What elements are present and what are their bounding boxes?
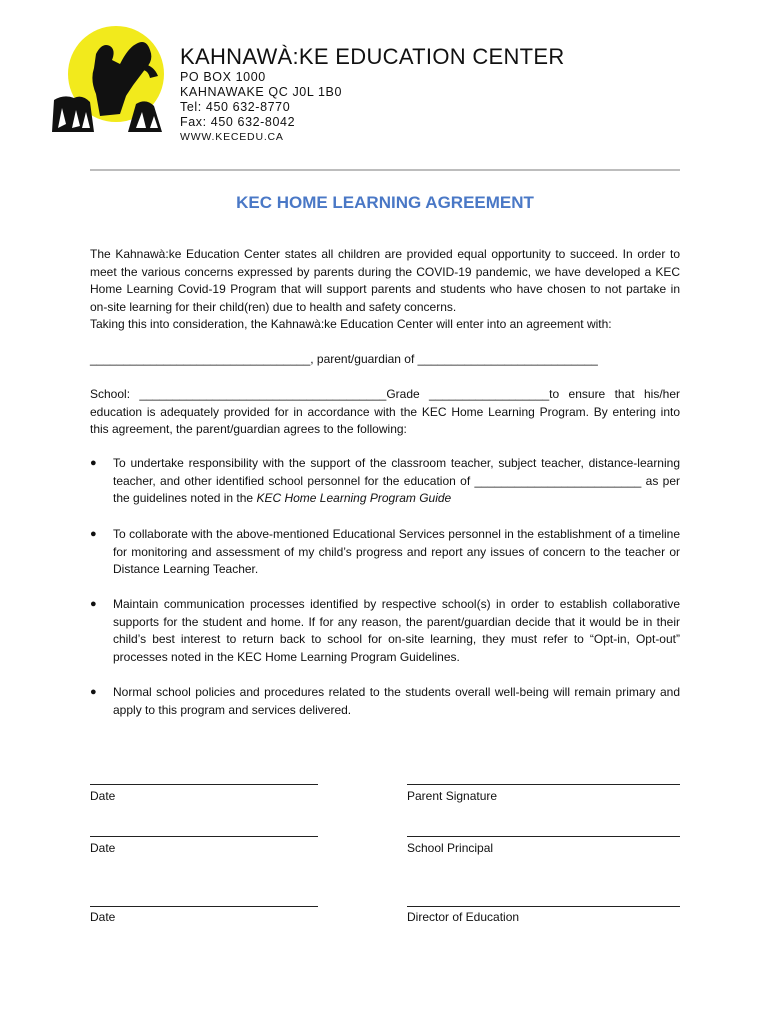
bullet-3-text: Maintain communication processes identified by respective school(s) in order to establish collaborative supports for the student and home. If for any reason, the parent/guardian decide that it would be in their child’s best interest to return back to school for on-site learning, they must refer to “Opt-in, Opt-out” processes noted in the KEC Home Learning Program Guidelines. [113, 597, 680, 664]
city-address: KAHNAWAKE QC J0L 1B0 [180, 85, 343, 99]
page-title: KEC HOME LEARNING AGREEMENT [236, 193, 534, 212]
bullet-3-symbol: ● [90, 598, 97, 610]
date-1-signature-line[interactable] [90, 784, 318, 785]
parent-signature-line[interactable] [407, 784, 680, 785]
bullet-2-text: To collaborate with the above-mentioned Educational Services personnel in the establishment of a timeline for monitoring and assessment of my child’s progress and report any issues of concern to the teacher or Distance Learning Teacher. [113, 527, 680, 576]
parent-signature-label: Parent Signature [407, 789, 498, 803]
intro-agreement-line: Taking this into consideration, the Kahnawà:ke Education Center will enter into an agreement with: [90, 317, 612, 331]
fax: Fax: 450 632-8042 [180, 115, 296, 129]
bullet-2-symbol: ● [90, 528, 97, 540]
director-of-education-label: Director of Education [407, 910, 520, 924]
bullet-4-text: Normal school policies and procedures related to the students overall well-being will remain primary and apply to this program and services delivered. [113, 685, 680, 717]
intro-paragraph: The Kahnawà:ke Education Center states all children are provided equal opportunity to succeed. In order to meet the various concerns expressed by parents during the COVID-19 pandemic, we have developed a KEC Home Learning Covid-19 Program that will support parents and students who have chosen to not partake in on-site learning for their child(ren) due to health and safety concerns. [90, 247, 680, 314]
header-divider [90, 169, 680, 171]
bullet-1-symbol: ● [90, 457, 97, 469]
kec-logo [50, 24, 168, 132]
bullet-4-symbol: ● [90, 686, 97, 698]
director-signature-line[interactable] [407, 906, 680, 907]
date-1-label: Date [90, 789, 116, 803]
bullet-1-text [113, 455, 680, 508]
school-grade-paragraph[interactable]: School: _____________________________________Grade __________________to ensure that his/her education is adequately provided for in accordance with the KEC Home Learning Program. By entering into this agreement, the parent/guardian agrees to the following: [90, 387, 680, 436]
date-2-label: Date [90, 841, 116, 855]
org-name: KAHNAWÀ:KE EDUCATION CENTER [180, 44, 565, 69]
school-principal-label: School Principal [407, 841, 494, 855]
date-2-signature-line[interactable] [90, 836, 318, 837]
website-link[interactable]: WWW.KECEDU.CA [180, 131, 284, 143]
bullet-1-body: To undertake responsibility with the support of the classroom teacher, subject teacher, distance-learning teacher, and other identified school personnel for the education of _________________________ as per the guidelines noted in the [113, 456, 680, 505]
parent-guardian-fill-line[interactable]: _________________________________, parent/guardian of ___________________________ [90, 352, 598, 366]
letterhead [180, 44, 565, 145]
po-box: PO BOX 1000 [180, 70, 266, 84]
date-3-label: Date [90, 910, 116, 924]
date-3-signature-line[interactable] [90, 906, 318, 907]
telephone: Tel: 450 632-8770 [180, 100, 291, 114]
bullet-1-guide-title: KEC Home Learning Program Guide [256, 491, 452, 505]
school-principal-signature-line[interactable] [407, 836, 680, 837]
